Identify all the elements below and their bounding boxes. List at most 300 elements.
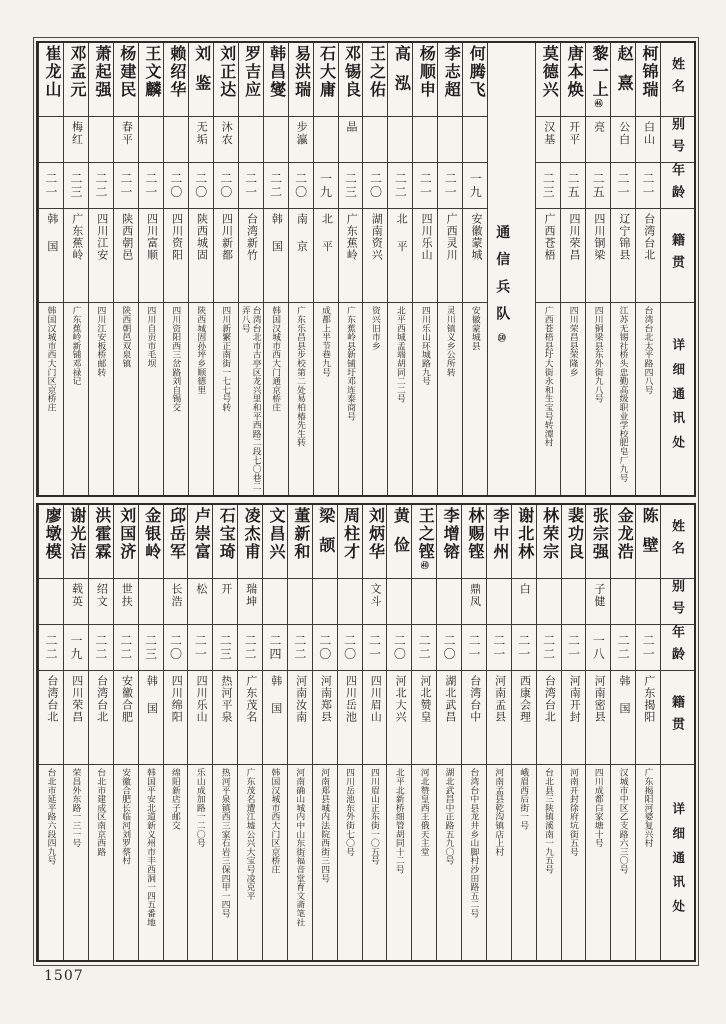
person-alias: 开平 <box>567 121 580 146</box>
person-age: 二一 <box>641 172 656 199</box>
person-age-cell <box>636 163 660 209</box>
person-alias-cell <box>536 117 560 163</box>
person-age-cell <box>64 163 88 209</box>
person-name: 周柱才 <box>341 507 359 561</box>
person-address: 安徽合肥长临河刘罗蔡村 <box>121 768 132 865</box>
person-native: 台湾台中 <box>468 675 481 723</box>
person-address: 台北市延平路六段四九号 <box>46 768 57 865</box>
column-header-name-label: 姓名 <box>670 57 685 102</box>
person-alias-cell <box>164 117 188 163</box>
person-name-cell <box>189 43 213 117</box>
person-native-cell <box>413 209 437 303</box>
person-age: 二二 <box>44 634 59 661</box>
person-native: 四川绵阳 <box>170 675 183 723</box>
person-address: 绵阳新店子邮交 <box>170 768 181 830</box>
person-name: 萧起强 <box>92 45 110 99</box>
column-header-native-label: 籍贯 <box>670 695 685 740</box>
person-column <box>635 43 660 495</box>
person-age: 二三 <box>343 172 358 199</box>
column-header-native <box>661 671 694 765</box>
person-name-mark: ㊻ <box>594 98 604 107</box>
person-name: 赖绍华 <box>167 45 185 99</box>
person-alias-cell <box>288 579 312 625</box>
person-native-cell <box>164 671 188 765</box>
person-native-cell <box>438 209 462 303</box>
person-address: 河南孟县乾沟镇店上村 <box>494 768 505 856</box>
person-address: 四川眉山正东街一〇五号 <box>369 768 380 865</box>
person-column <box>436 505 461 960</box>
column-header-age <box>661 625 694 671</box>
person-name: 李志超 <box>442 45 460 99</box>
person-column <box>163 43 188 495</box>
person-address-cell <box>114 303 138 495</box>
person-native-cell <box>314 209 338 303</box>
person-column <box>585 43 610 495</box>
person-name: 卢崇富 <box>192 507 210 561</box>
person-age-cell <box>586 625 610 671</box>
person-age-cell <box>413 163 437 209</box>
person-age-cell <box>64 625 88 671</box>
person-alias: 梅红 <box>70 121 83 146</box>
person-native: 四川铜梁 <box>592 213 605 261</box>
column-header-address-label: 详细通讯处 <box>670 338 685 460</box>
person-name: 洪霍霖 <box>92 507 110 561</box>
person-name-cell <box>363 43 387 117</box>
person-address-cell <box>214 303 238 495</box>
person-native-cell <box>536 209 560 303</box>
person-alias-cell <box>463 117 487 163</box>
person-column <box>187 505 212 960</box>
person-age: 一八 <box>591 634 606 661</box>
person-address: 河北赞皇西王俄天主堂 <box>419 768 430 856</box>
person-native-cell <box>363 671 387 765</box>
person-native: 四川荣昌 <box>70 675 83 723</box>
person-age: 二〇 <box>193 172 208 199</box>
person-age-cell <box>363 163 387 209</box>
person-native-cell <box>586 209 610 303</box>
person-alias-cell <box>89 579 113 625</box>
person-name: 刘国济 <box>117 507 135 561</box>
person-alias-cell <box>438 117 462 163</box>
person-column <box>138 505 163 960</box>
section-divider-mark: ㊿ <box>497 333 507 342</box>
person-name: 石大庸 <box>317 45 335 99</box>
person-name-cell <box>313 505 337 579</box>
person-alias-cell <box>239 117 263 163</box>
person-native: 河北大兴 <box>394 675 407 723</box>
person-name-cell <box>164 505 188 579</box>
person-name-cell <box>412 505 436 579</box>
person-alias: 亮 <box>592 121 605 134</box>
person-age: 二〇 <box>342 634 357 661</box>
person-native-cell <box>339 209 363 303</box>
person-name: 张宗强 <box>590 507 608 561</box>
person-alias: 鼎凤 <box>468 583 481 608</box>
person-alias-cell <box>164 579 188 625</box>
person-name-cell <box>636 505 660 579</box>
person-native: 台湾台北 <box>95 675 108 723</box>
person-address: 陕西朝邑双泉镇 <box>121 306 132 368</box>
person-native-cell <box>188 671 212 765</box>
person-age-cell <box>611 625 635 671</box>
person-address: 韩国平安北道新义州市丰西洞一四五番地 <box>146 768 157 927</box>
person-name: 王之佑 <box>367 45 385 99</box>
person-address: 四川乐山环城路九号 <box>420 306 431 386</box>
person-native: 辽宁锦县 <box>617 213 630 261</box>
column-header-alias-label: 别号 <box>670 117 685 162</box>
person-name: 梁颉 <box>316 507 334 567</box>
person-name-cell <box>39 43 63 117</box>
person-alias: 绍文 <box>95 583 108 608</box>
person-native: 安徽蒙城 <box>470 213 483 261</box>
person-age-cell <box>537 625 561 671</box>
person-age: 二〇 <box>168 172 183 199</box>
person-age-cell <box>487 625 511 671</box>
person-address-cell <box>264 303 288 495</box>
person-age-cell <box>263 625 287 671</box>
person-native-cell <box>239 209 263 303</box>
person-address: 河南郑县城内法院西街三四号 <box>320 768 331 883</box>
person-name-cell <box>64 43 88 117</box>
person-native: 西康会理 <box>518 675 531 723</box>
person-native: 河南密县 <box>593 675 606 723</box>
person-age-cell <box>512 625 536 671</box>
person-column <box>511 505 536 960</box>
person-alias-cell <box>413 117 437 163</box>
person-address: 韩国汉城市西大门通京桥庄 <box>271 306 282 412</box>
person-address: 广东茂名遭江墟公兴大宝号凌克平 <box>245 768 256 900</box>
person-native: 韩国 <box>145 675 158 730</box>
person-native: 台湾新竹 <box>245 213 258 261</box>
person-address: 四川铜梁县东外街九八号 <box>593 306 604 403</box>
person-name: 罗吉应 <box>242 45 260 99</box>
person-alias-cell <box>537 579 561 625</box>
section-divider-label: 通信兵队㊿ <box>494 224 510 342</box>
person-native: 四川乐山 <box>420 213 433 261</box>
person-age-cell <box>114 625 138 671</box>
person-age: 二一 <box>491 634 506 661</box>
column-header-address-label: 详细通讯处 <box>670 801 685 924</box>
person-age: 二一 <box>418 172 433 199</box>
person-address: 四川岳池东外街七〇号 <box>345 768 356 856</box>
person-age: 二〇 <box>442 634 457 661</box>
person-native: 广东蕉岭 <box>345 213 358 261</box>
person-name: 凌杰甫 <box>242 507 260 561</box>
person-alias: 沐农 <box>220 121 233 146</box>
person-column <box>237 505 262 960</box>
person-age-cell <box>288 625 312 671</box>
person-native: 热河平泉 <box>219 675 232 723</box>
person-native: 四川新都 <box>220 213 233 261</box>
person-alias: 长浩 <box>169 583 182 608</box>
person-native-cell <box>611 671 635 765</box>
person-alias: 松 <box>194 583 207 596</box>
person-address-cell <box>213 765 237 960</box>
person-name-cell <box>39 505 63 579</box>
person-name-cell <box>438 43 462 117</box>
person-name-cell <box>537 505 561 579</box>
person-age: 二〇 <box>317 634 332 661</box>
person-address: 韩国汉城市西大门区京桥庄 <box>46 306 57 412</box>
person-column <box>113 505 138 960</box>
person-native-cell <box>39 209 63 303</box>
person-address-cell <box>388 303 412 495</box>
header-column <box>660 43 694 495</box>
person-name-cell <box>263 505 287 579</box>
person-age: 二二 <box>118 634 133 661</box>
person-address: 四川资阳西三岔路刘自锡交 <box>171 306 182 412</box>
person-name: 金银岭 <box>142 507 160 561</box>
person-name-cell <box>388 43 412 117</box>
person-address: 北平西城孟端胡同二二号 <box>395 306 406 403</box>
person-alias-cell <box>387 579 411 625</box>
person-age: 二一 <box>443 172 458 199</box>
person-name: 邓锡良 <box>342 45 360 99</box>
person-address-cell <box>263 765 287 960</box>
person-native-cell <box>387 671 411 765</box>
person-age: 二一 <box>466 634 481 661</box>
person-name: 金龙浩 <box>615 507 633 561</box>
person-address-cell <box>636 765 660 960</box>
person-native-cell <box>611 209 635 303</box>
person-alias-cell <box>64 117 88 163</box>
person-address-cell <box>189 303 213 495</box>
person-alias: 公白 <box>617 121 630 146</box>
person-address-cell <box>313 765 337 960</box>
person-column <box>610 43 635 495</box>
person-name-cell <box>636 43 660 117</box>
person-column <box>536 505 561 960</box>
person-alias-cell <box>238 579 262 625</box>
person-alias: 步瀛 <box>295 121 308 146</box>
person-name-cell <box>289 43 313 117</box>
person-name-cell <box>139 43 163 117</box>
person-name: 何腾飞 <box>467 45 485 99</box>
person-alias-cell <box>338 579 362 625</box>
person-native-cell <box>487 671 511 765</box>
person-address: 台北市建成区南京西路 <box>96 768 107 856</box>
person-name-cell <box>114 505 138 579</box>
person-age-cell <box>437 625 461 671</box>
person-age-cell <box>339 163 363 209</box>
person-native: 广东茂名 <box>244 675 257 723</box>
column-header-name <box>661 43 694 117</box>
person-address: 荣昌外东路一三一号 <box>71 768 82 848</box>
person-alias: 瑞坤 <box>244 583 257 608</box>
person-column <box>635 505 660 960</box>
person-native: 广西灵川 <box>445 213 458 261</box>
column-header-native <box>661 209 694 303</box>
person-age: 二二 <box>616 634 631 661</box>
person-alias: 春平 <box>120 121 133 146</box>
person-name-mark: ㊵ <box>420 560 430 569</box>
person-age-cell <box>412 625 436 671</box>
person-alias: 晶 <box>344 121 357 134</box>
column-header-address <box>661 303 694 495</box>
person-name-cell <box>487 505 511 579</box>
person-name-cell <box>462 505 486 579</box>
person-age: 二一 <box>118 172 133 199</box>
person-age: 二一 <box>243 172 258 199</box>
person-age-cell <box>214 163 238 209</box>
person-address-cell <box>39 765 63 960</box>
person-alias-cell <box>363 117 387 163</box>
person-native-cell <box>388 209 412 303</box>
person-column <box>88 505 113 960</box>
person-address: 安徽蒙城县 <box>470 306 481 350</box>
column-header-alias <box>661 579 694 625</box>
person-name-cell <box>213 505 237 579</box>
person-age-cell <box>213 625 237 671</box>
person-age: 二一 <box>641 634 656 661</box>
person-age: 二一 <box>143 172 158 199</box>
person-native-cell <box>289 209 313 303</box>
person-native: 韩国 <box>269 675 282 730</box>
person-alias-cell <box>636 117 660 163</box>
person-name: 廖墩模 <box>43 507 61 561</box>
person-age: 二〇 <box>168 634 183 661</box>
person-address-cell <box>586 303 610 495</box>
person-column <box>88 43 113 495</box>
person-address-cell <box>39 303 63 495</box>
directory-table-bottom <box>36 503 696 962</box>
person-native-cell <box>139 671 163 765</box>
person-address: 台湾台北太平路四八号 <box>643 306 654 394</box>
person-address: 四川江安板桥邮转 <box>96 306 107 377</box>
person-address: 乐山成加路一二〇号 <box>195 768 206 848</box>
person-age: 二〇 <box>218 172 233 199</box>
person-address-cell <box>636 303 660 495</box>
column-header-native-label: 籍贯 <box>670 233 685 278</box>
column-header-address <box>661 765 694 960</box>
person-native: 陕西朝邑 <box>120 213 133 261</box>
person-native: 韩国 <box>617 675 630 730</box>
person-alias: 世扶 <box>120 583 133 608</box>
person-address: 四川新繁正南街一七七号转 <box>221 306 232 412</box>
person-column <box>585 505 610 960</box>
person-native-cell <box>214 209 238 303</box>
person-name-cell <box>238 505 262 579</box>
person-address: 四川荣昌县荣隆乡 <box>568 306 579 377</box>
person-name: 王文麟 <box>142 45 160 99</box>
person-address-cell <box>89 765 113 960</box>
person-alias: 白山 <box>642 121 655 146</box>
person-alias-cell <box>64 579 88 625</box>
person-alias-cell <box>114 579 138 625</box>
directory-table-top <box>36 41 696 497</box>
person-age: 二三 <box>541 172 556 199</box>
person-age: 二三 <box>143 634 158 661</box>
person-address-cell <box>363 303 387 495</box>
person-native-cell <box>586 671 610 765</box>
person-name-cell <box>536 43 560 117</box>
person-column <box>610 505 635 960</box>
page-frame <box>33 37 699 966</box>
person-age-cell <box>462 625 486 671</box>
person-alias-cell <box>611 117 635 163</box>
person-native-cell <box>114 209 138 303</box>
person-name-cell <box>89 43 113 117</box>
person-name: 裴功良 <box>565 507 583 561</box>
person-age-cell <box>139 625 163 671</box>
person-native: 台湾台北 <box>543 675 556 723</box>
header-column <box>660 505 694 960</box>
person-address: 广东蕉岭新铺邓禄记 <box>71 306 82 386</box>
person-age-cell <box>313 625 337 671</box>
person-alias-cell <box>562 579 586 625</box>
person-native: 韩国 <box>45 213 58 268</box>
person-native: 广东蕉岭 <box>70 213 83 261</box>
person-age: 二〇 <box>392 634 407 661</box>
person-native-cell <box>463 209 487 303</box>
person-alias-cell <box>561 117 585 163</box>
person-age-cell <box>89 625 113 671</box>
person-native-cell <box>189 209 213 303</box>
person-address: 韩国汉城市西大门区京桥庄 <box>270 768 281 874</box>
person-native-cell <box>512 671 536 765</box>
person-native: 河南开封 <box>568 675 581 723</box>
person-alias-cell <box>39 579 63 625</box>
person-name: 杨顺申 <box>417 45 435 99</box>
person-address-cell <box>611 303 635 495</box>
person-alias-cell <box>586 117 610 163</box>
person-name-cell <box>188 505 212 579</box>
person-native: 四川富顺 <box>145 213 158 261</box>
person-column <box>263 43 288 495</box>
person-column <box>561 505 586 960</box>
person-address-cell <box>339 303 363 495</box>
person-native-cell <box>313 671 337 765</box>
person-name-cell <box>437 505 461 579</box>
person-name-cell <box>387 505 411 579</box>
person-native-cell <box>437 671 461 765</box>
person-alias-cell <box>487 579 511 625</box>
person-native-cell <box>462 671 486 765</box>
person-age: 二二 <box>417 634 432 661</box>
column-header-age-label: 年龄 <box>670 163 685 208</box>
person-age-cell <box>363 625 387 671</box>
person-name: 唐本焕 <box>565 45 583 99</box>
person-name-cell <box>463 43 487 117</box>
person-name-cell <box>586 43 610 117</box>
person-age: 二一 <box>616 172 631 199</box>
person-native-cell <box>64 209 88 303</box>
person-column <box>63 43 88 495</box>
person-native-cell <box>338 671 362 765</box>
person-column <box>386 505 411 960</box>
person-native: 南京 <box>295 213 308 268</box>
person-name: 邱岳军 <box>167 507 185 561</box>
person-name: 黄俭 <box>391 507 409 567</box>
person-age: 二三 <box>218 634 233 661</box>
person-age-cell <box>388 163 412 209</box>
person-name-cell <box>611 505 635 579</box>
person-name: 谢光洁 <box>67 507 85 561</box>
person-alias-cell <box>313 579 337 625</box>
person-age: 二二 <box>292 634 307 661</box>
person-age: 二三 <box>69 172 83 199</box>
person-address: 峨眉西后街一号 <box>519 768 530 830</box>
person-column <box>188 43 213 495</box>
person-name-cell <box>339 43 363 117</box>
person-address: 河南确山城内中山东街福音堂育文斋笔社 <box>295 768 306 927</box>
person-name-cell <box>586 505 610 579</box>
person-column <box>535 43 560 495</box>
person-address-cell <box>64 303 88 495</box>
person-name: 黎一上㊻ <box>590 45 608 107</box>
person-name-cell <box>314 43 338 117</box>
person-age: 一九 <box>468 172 483 199</box>
